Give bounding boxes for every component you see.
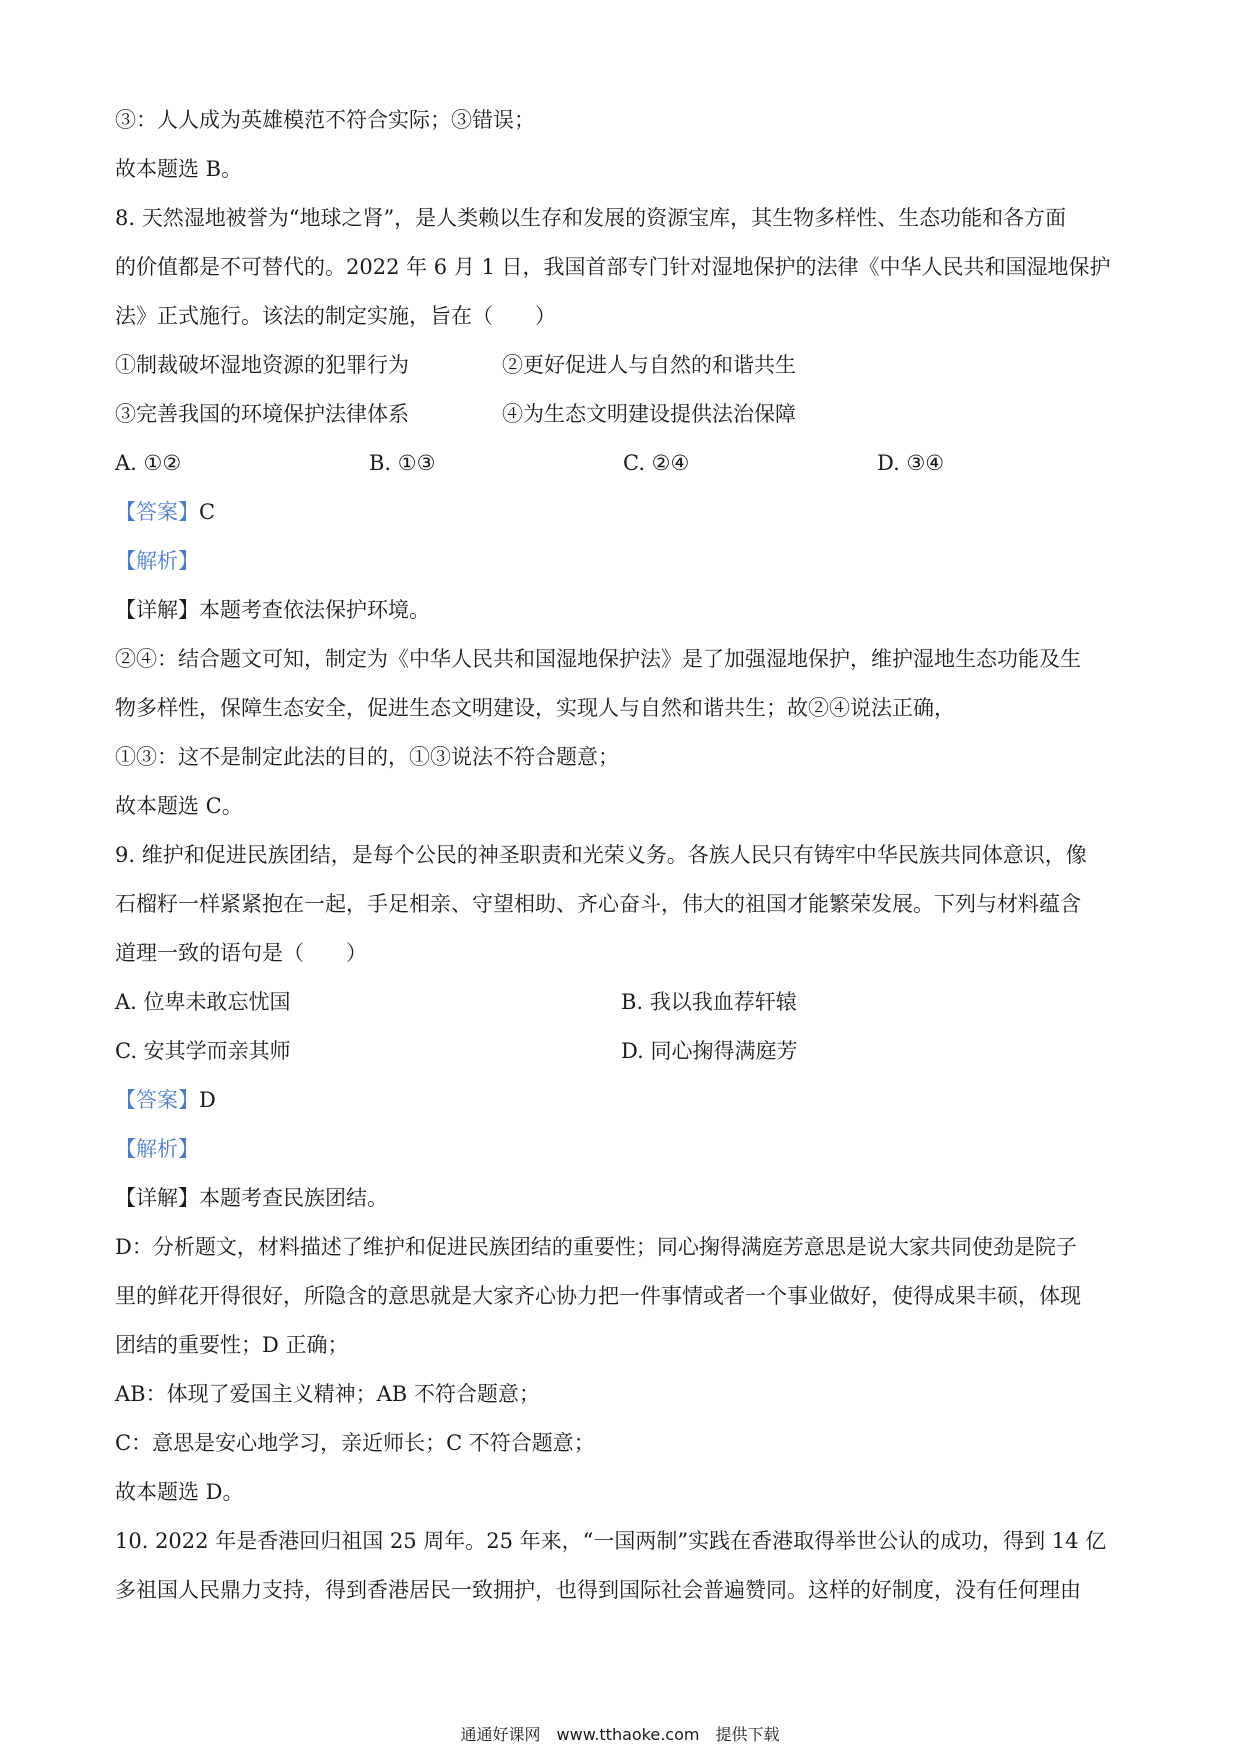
answer-value: D bbox=[199, 1088, 216, 1112]
statement-2: ②更好促进人与自然的和谐共生 bbox=[502, 353, 796, 377]
answer-value: C bbox=[199, 500, 216, 524]
question-8-statements bbox=[115, 341, 1135, 390]
page-footer: 通通好课网 www.tthaoke.com 提供下载 bbox=[460, 1725, 780, 1744]
question-8-stem: 8. 天然湿地被誉为“地球之肾”，是人类赖以生存和发展的资源宝库，其生物多样性、生态功能和各方面 bbox=[115, 206, 1067, 230]
answer-line bbox=[115, 488, 1135, 537]
question-8-stem: 法》正式施行。该法的制定实施，旨在（ ） bbox=[115, 304, 556, 328]
explanation-line: ②④：结合题文可知，制定为《中华人民共和国湿地保护法》是了加强湿地保护，维护湿地生态功能及生 bbox=[115, 647, 1081, 671]
question-8-stem: 的价值都是不可替代的。2022 年 6 月 1 日，我国首部专门针对湿地保护的法律《中华人民共和国湿地保护 bbox=[115, 255, 1111, 279]
option-d: D. ③④ bbox=[877, 451, 945, 475]
option-c: C. ②④ bbox=[623, 451, 690, 475]
answer-label: 【答案】 bbox=[115, 500, 199, 524]
option-b: B. 我以我血荐轩辕 bbox=[621, 990, 797, 1014]
detail-line: 【详解】本题考查民族团结。 bbox=[115, 1186, 388, 1210]
option-a: A. 位卑未敢忘忧国 bbox=[115, 990, 291, 1014]
analysis-line bbox=[115, 1125, 1135, 1174]
option-b: B. ①③ bbox=[369, 451, 436, 475]
option-d: D. 同心掬得满庭芳 bbox=[621, 1039, 798, 1063]
statement-1: ①制裁破坏湿地资源的犯罪行为 bbox=[115, 353, 409, 377]
document-body bbox=[115, 96, 1135, 1615]
answer-line bbox=[115, 1076, 1135, 1125]
explanation-line: 故本题选 D。 bbox=[115, 1480, 244, 1504]
detail-line: 【详解】本题考查依法保护环境。 bbox=[115, 598, 430, 622]
question-8-options bbox=[115, 439, 1135, 488]
explanation-line: 物多样性，保障生态安全，促进生态文明建设，实现人与自然和谐共生；故②④说法正确， bbox=[115, 696, 955, 720]
analysis-line bbox=[115, 537, 1135, 586]
question-10-stem: 多祖国人民鼎力支持，得到香港居民一致拥护，也得到国际社会普遍赞同。这样的好制度，没有任何理由 bbox=[115, 1578, 1081, 1602]
explanation-line: 里的鲜花开得很好，所隐含的意思就是大家齐心协力把一件事情或者一个事业做好，使得成果丰硕，体现 bbox=[115, 1284, 1081, 1308]
explanation-line: ①③：这不是制定此法的目的，①③说法不符合题意； bbox=[115, 745, 619, 769]
text-line: ③：人人成为英雄模范不符合实际；③错误； bbox=[115, 108, 535, 132]
option-c: C. 安其学而亲其师 bbox=[115, 1039, 291, 1063]
explanation-line: AB：体现了爱国主义精神；AB 不符合题意； bbox=[115, 1382, 540, 1406]
statement-4: ④为生态文明建设提供法治保障 bbox=[502, 402, 796, 426]
explanation-line: 故本题选 C。 bbox=[115, 794, 243, 818]
explanation-line: D：分析题文，材料描述了维护和促进民族团结的重要性；同心掬得满庭芳意思是说大家共同使劲是院子 bbox=[115, 1235, 1077, 1259]
explanation-line: C：意思是安心地学习，亲近师长；C 不符合题意； bbox=[115, 1431, 595, 1455]
question-10-stem: 10. 2022 年是香港回归祖国 25 周年。25 年来，“一国两制”实践在香港取得举世公认的成功，得到 14 亿 bbox=[115, 1529, 1107, 1553]
text-line: 故本题选 B。 bbox=[115, 157, 243, 181]
question-9-stem: 石榴籽一样紧紧抱在一起，手足相亲、守望相助、齐心奋斗，伟大的祖国才能繁荣发展。下列与材料蕴含 bbox=[115, 892, 1081, 916]
analysis-label: 【解析】 bbox=[115, 1137, 199, 1161]
question-9-options bbox=[115, 1027, 1135, 1076]
question-9-stem: 9. 维护和促进民族团结，是每个公民的神圣职责和光荣义务。各族人民只有铸牢中华民族共同体意识，像 bbox=[115, 843, 1087, 867]
question-9-options bbox=[115, 978, 1135, 1027]
answer-label: 【答案】 bbox=[115, 1088, 199, 1112]
analysis-label: 【解析】 bbox=[115, 549, 199, 573]
statement-3: ③完善我国的环境保护法律体系 bbox=[115, 402, 409, 426]
question-8-statements bbox=[115, 390, 1135, 439]
option-a: A. ①② bbox=[115, 451, 182, 475]
question-9-stem: 道理一致的语句是（ ） bbox=[115, 941, 367, 965]
explanation-line: 团结的重要性；D 正确； bbox=[115, 1333, 349, 1357]
